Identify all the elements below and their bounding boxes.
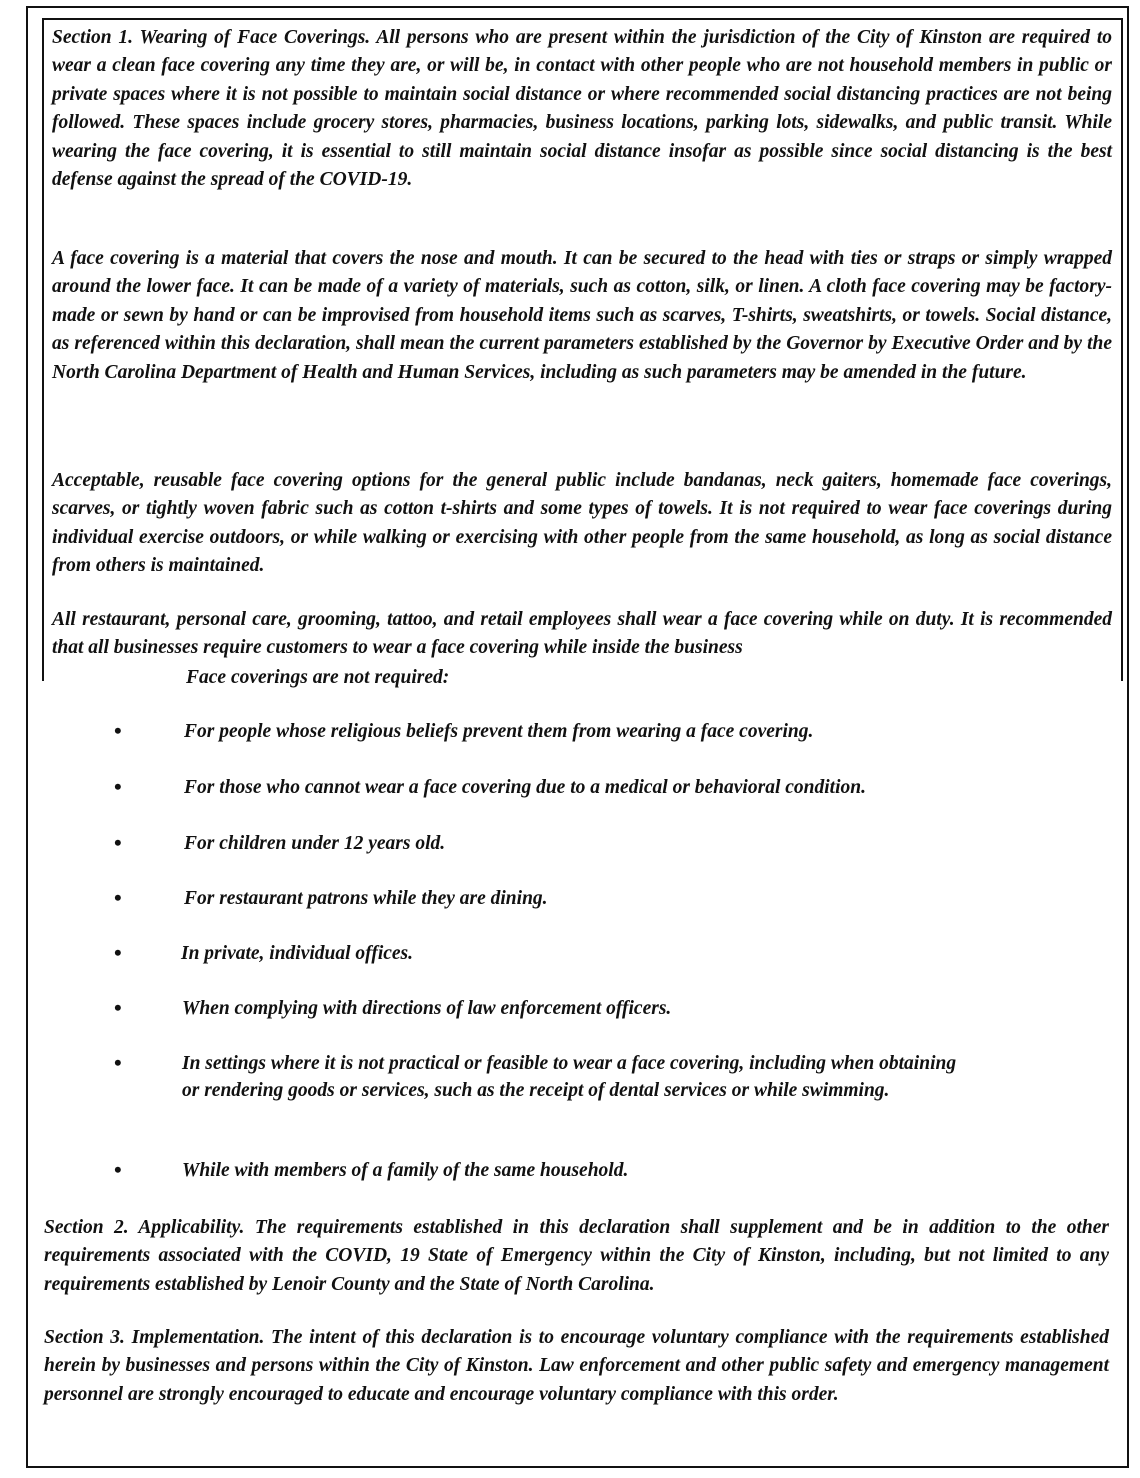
bullet-glyph: • xyxy=(114,940,122,965)
exception-item: For restaurant patrons while they are dining. xyxy=(184,888,548,909)
bullet-glyph: • xyxy=(114,718,122,743)
exception-item: In private, individual offices. xyxy=(181,943,414,964)
exception-item: For people whose religious beliefs prevent them from wearing a face covering. xyxy=(184,721,814,742)
exception-item: For those who cannot wear a face covering due to a medical or behavioral condition. xyxy=(184,777,866,798)
bullet-glyph: • xyxy=(114,830,122,855)
exception-item: For children under 12 years old. xyxy=(184,833,446,854)
section1-paragraph-4: All restaurant, personal care, grooming, tattoo, and retail employees shall wear a face covering while on duty. It is recommended that all businesses require customers to wear a face covering while inside the business xyxy=(52,609,1112,659)
section3-paragraph: Section 3. Implementation. The intent of this declaration is to encourage voluntary compliance with the requirements established herein by businesses and persons within the City of Kinston. Law enforcement and other public safety and emergency management personnel are strongly encouraged to educate and encourage voluntary compliance with this order. xyxy=(44,1327,1109,1405)
bullet-glyph: • xyxy=(114,1050,122,1075)
exception-item: When complying with directions of law enforcement officers. xyxy=(182,998,672,1019)
bullet-glyph: • xyxy=(114,1157,122,1182)
bullet-glyph: • xyxy=(114,774,122,799)
section1-paragraph-1: Section 1. Wearing of Face Coverings. All persons who are present within the jurisdiction of the City of Kinston are required to wear a clean face covering any time they are, or will be, in contact with other people who are not household members in public or private spaces where it is not possible to maintain social distance or where recommended social distancing practices are not being followed. These spaces include grocery stores, pharmacies, business locations, parking lots, sidewalks, and public transit. While wearing the face covering, it is essential to still maintain social distance insofar as possible since social distancing is the best defense against the spread of the COVID-19. xyxy=(52,27,1112,191)
section2-paragraph: Section 2. Applicability. The requirements established in this declaration shall supplement and be in addition to the other requirements associated with the COVID, 19 State of Emergency within the City of Kinston, including, but not limited to any requirements established by Lenoir County and the State of North Carolina. xyxy=(44,1217,1109,1295)
bullet-glyph: • xyxy=(114,885,122,910)
section1-paragraph-2: A face covering is a material that covers the nose and mouth. It can be secured to the head with ties or straps or simply wrapped around the lower face. It can be made of a variety of materials, such as cotton, silk, or linen. A cloth face covering may be factory-made or sewn by hand or can be improvised from household items such as scarves, T-shirts, sweatshirts, or towels. Social distance, as referenced within this declaration, shall mean the current parameters established by the Governor by Executive Order and by the North Carolina Department of Health and Human Services, including as such parameters may be amended in the future. xyxy=(52,248,1112,383)
exception-item: While with members of a family of the same household. xyxy=(182,1160,629,1181)
bullet-glyph: • xyxy=(114,995,122,1020)
exception-item: In settings where it is not practical or feasible to wear a face covering, including when obtaining or rendering goods or services, such as the receipt of dental services or while swimming. xyxy=(182,1053,957,1101)
exceptions-intro: Face coverings are not required: xyxy=(186,667,450,688)
section1-paragraph-3: Acceptable, reusable face covering options for the general public include bandanas, neck gaiters, homemade face coverings, scarves, or tightly woven fabric such as cotton t-shirts and some types of towels. It is not required to wear face coverings during individual exercise outdoors, or while walking or exercising with other people from the same household, as long as social distance from others is maintained. xyxy=(52,470,1112,577)
